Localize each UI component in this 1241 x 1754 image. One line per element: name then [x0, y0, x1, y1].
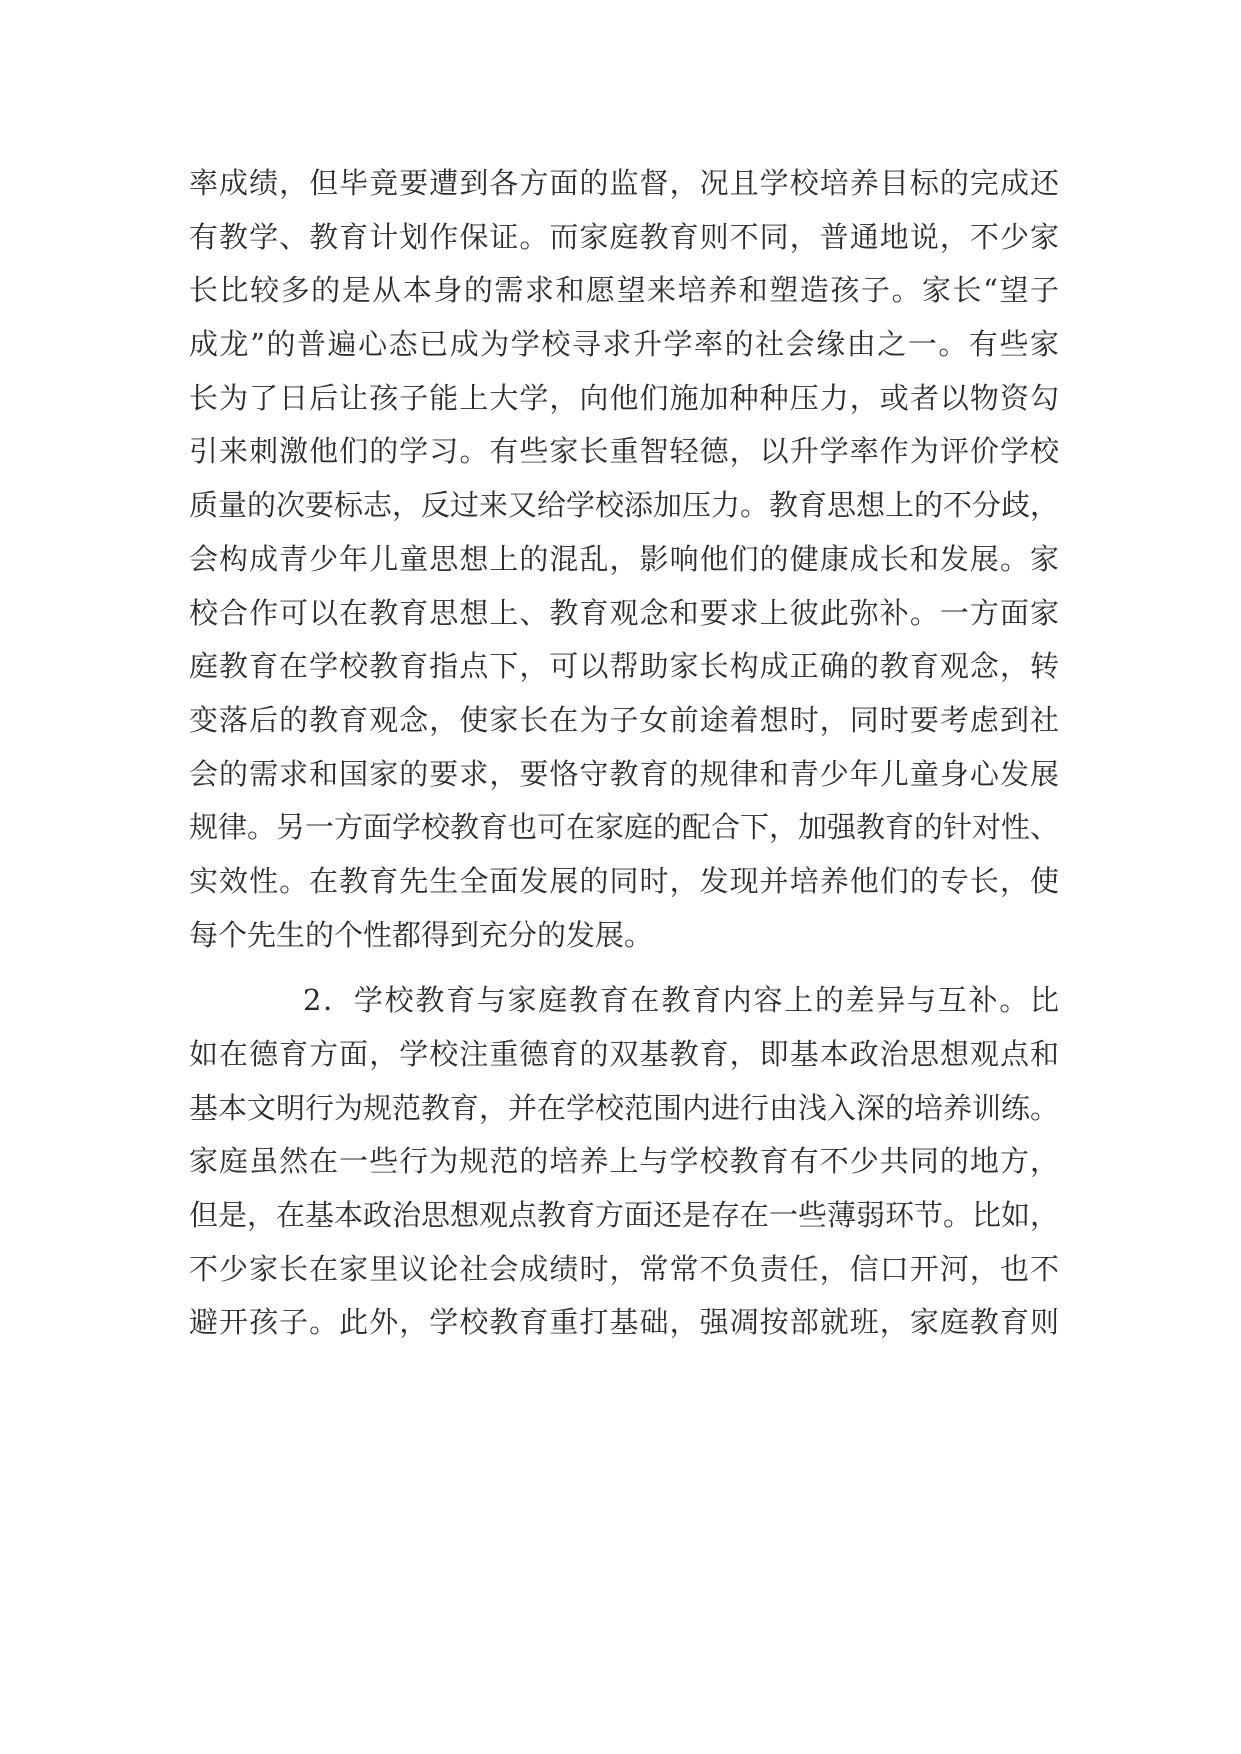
body-text — [189, 157, 1059, 1350]
text-line: 庭教育在学校教育指点下，可以帮助家长构成正确的教育观念，转 — [189, 649, 1059, 684]
paragraph-1 — [189, 157, 1059, 962]
text-line: 成龙”的普遍心态已成为学校寻求升学率的社会缘由之一。有些家 — [189, 327, 1059, 362]
text-line: 校合作可以在教育思想上、教育观念和要求上彼此弥补。一方面家 — [189, 595, 1059, 630]
text-line: 避开孩子。此外，学校教育重打基础，强凋按部就班，家庭教育则 — [189, 1305, 1059, 1340]
text-line: 变落后的教育观念，使家长在为子女前途着想时，同时要考虑到社 — [189, 702, 1059, 737]
text-line: 引来刺激他们的学习。有些家长重智轻德，以升学率作为评价学校 — [189, 434, 1059, 469]
text-line: 规律。另一方面学校教育也可在家庭的配合下，加强教育的针对性、 — [189, 810, 1060, 845]
paragraph-2 — [189, 974, 1059, 1350]
text-line: 家庭虽然在一些行为规范的培养上与学校教育有不少共同的地方， — [189, 1144, 1059, 1179]
text-line: 每个先生的个性都得到充分的发展。 — [189, 917, 654, 952]
text-line: 如在德育方面，学校注重德育的双基教育，即基本政治思想观点和 — [189, 1037, 1059, 1071]
text-line: 不少家长在家里议论社会成绩时，常常不负责任，信口开河，也不 — [189, 1251, 1059, 1286]
text-line: 有教学、教育计划作保证。而家庭教育则不同，普通地说，不少家 — [189, 219, 1059, 254]
text-line: 率成绩，但毕竟要遭到各方面的监督，况且学校培养目标的完成还 — [189, 166, 1059, 200]
text-line: 会构成青少年儿童思想上的混乱，影响他们的健康成长和发展。家 — [189, 541, 1059, 576]
text-line: 2．学校教育与家庭教育在教育内容上的差异与互补。比 — [303, 983, 1059, 1018]
text-line: 但是，在基本政治思想观点教育方面还是存在一些薄弱环节。比如， — [189, 1198, 1060, 1233]
text-line: 长为了日后让孩子能上大学，向他们施加种种压力，或者以物资勾 — [189, 380, 1059, 415]
paragraph-gap — [189, 962, 1059, 974]
text-line: 实效性。在教育先生全面发展的同时，发现并培养他们的专长，使 — [189, 863, 1059, 898]
text-line: 质量的次要标志，反过来又给学校添加压力。教育思想上的不分歧， — [189, 488, 1060, 523]
text-line: 会的需求和国家的要求，要恪守教育的规律和青少年儿童身心发展 — [189, 756, 1059, 791]
text-line: 长比较多的是从本身的需求和愿望来培养和塑造孩子。家长“望子 — [189, 273, 1059, 308]
text-line: 基本文明行为规范教育，并在学校范围内进行由浅入深的培养训练。 — [189, 1090, 1060, 1125]
